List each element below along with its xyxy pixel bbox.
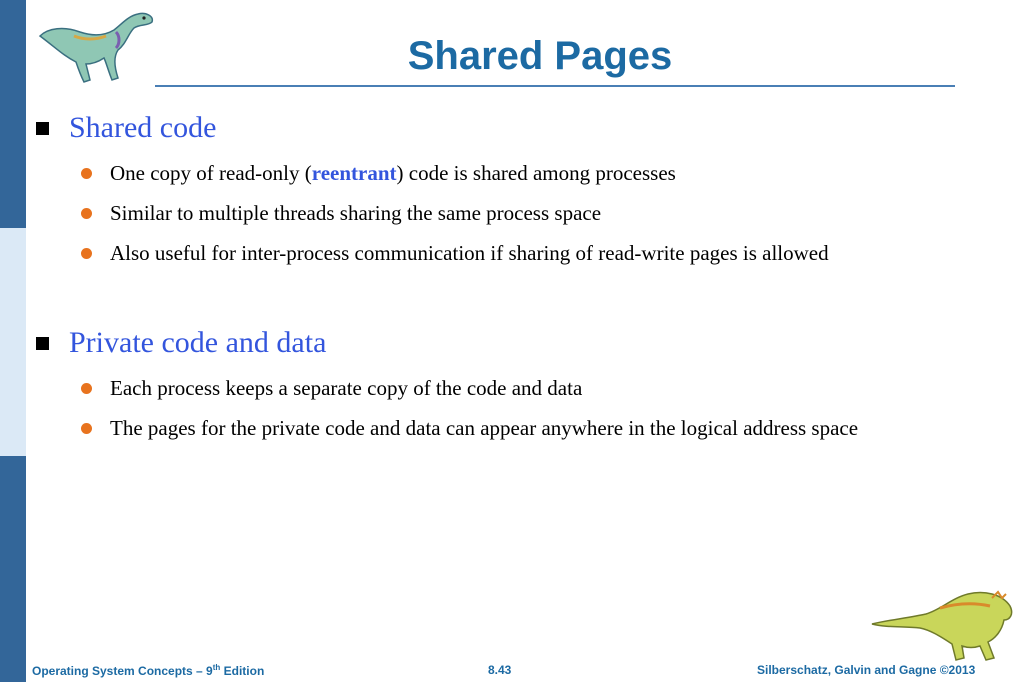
bullet-highlight: reentrant [311, 161, 397, 185]
dinosaur-icon [868, 584, 1016, 662]
footer-book-title [32, 663, 264, 678]
round-bullet-icon [81, 423, 92, 434]
square-bullet-icon [36, 122, 49, 135]
title-divider [155, 85, 955, 87]
square-bullet-icon [36, 337, 49, 350]
side-bar-bottom-segment [0, 456, 26, 682]
bullet-text: Similar to multiple threads sharing the same process space [110, 201, 602, 225]
list-item [34, 153, 829, 193]
round-bullet-icon [81, 248, 92, 259]
bullet-list [34, 153, 829, 273]
side-bar-top-segment [0, 0, 26, 228]
dinosaur-icon [34, 6, 158, 86]
footer-book-prefix: Operating System Concepts – 9 [32, 664, 213, 678]
section-private-code [34, 323, 858, 448]
list-item [34, 368, 858, 408]
bullet-text: The pages for the private code and data can appear anywhere in the logical address space [110, 416, 859, 440]
section-title: Shared code [69, 111, 217, 144]
section-header [34, 323, 858, 363]
footer-copyright: Silberschatz, Galvin and Gagne ©2013 [757, 663, 976, 677]
list-item [34, 193, 829, 233]
section-header [34, 108, 829, 148]
side-bar-middle-segment [0, 228, 26, 456]
list-item [34, 408, 858, 448]
side-color-bar [0, 0, 26, 682]
bullet-text-before: One copy of read-only ( [110, 161, 312, 185]
footer-book-superscript: th [212, 663, 221, 672]
list-item [34, 233, 829, 273]
section-title: Private code and data [69, 326, 327, 359]
round-bullet-icon [81, 208, 92, 219]
bullet-text: Each process keeps a separate copy of the code and data [110, 376, 583, 400]
bullet-text: Also useful for inter-process communication if sharing of read-write pages is allowed [110, 241, 829, 265]
footer-book-suffix: Edition [220, 664, 265, 678]
round-bullet-icon [81, 383, 92, 394]
bullet-text-after: ) code is shared among processes [396, 161, 676, 185]
bullet-list [34, 368, 858, 448]
slide-title: Shared Pages [407, 34, 673, 78]
footer-slide-number: 8.43 [488, 663, 512, 677]
section-shared-code [34, 108, 829, 273]
round-bullet-icon [81, 168, 92, 179]
